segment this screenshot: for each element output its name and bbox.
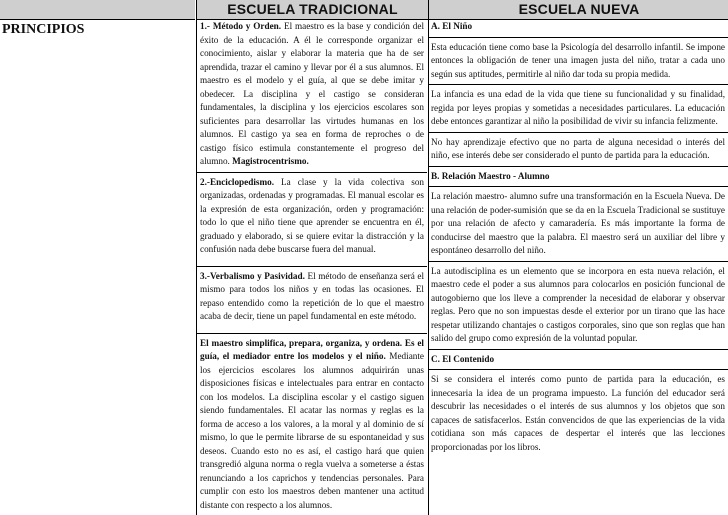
trad-paragraph-4 — [200, 337, 424, 513]
divider — [428, 369, 728, 370]
nueva-a-title-text: A. El Niño — [431, 21, 473, 31]
nueva-b-paragraph-2: La autodisciplina es un elemento que se incorpora en esta nueva relación, el maestro cede el poder a sus alumnos para colocarlos en posición funcional de autogobierno que los lleve a comprender la necesidad de elaborar y observar reglas. Pero que no son impuestas desde el exterior por un tirano que las hace respetar utilizando chantajes o castigos corporales, sino que son reglas que han salido del grupo como expresión de la voluntad popular. — [431, 265, 725, 343]
column-divider — [428, 0, 429, 515]
header-escuela-nueva: ESCUELA NUEVA — [428, 0, 728, 20]
trad-p4-body: Mediante los ejercicios escolares los alumnos adquirirán unas disposiciones físicas e intelectuales para entrar en contacto con los modelos. La disciplina escolar y el castigo siguen siendo fundamentales. El acatar las normas y reglas es la forma de acceso a los valores, a la moral y al dominio de sí mismo, lo que le permite librarse de su espontaneidad y sus deseos. Cuando esto no es así, el castigo hará que quien transgredió alguna norma o regla vuelva a someterse a éstas renunciando a los caprichos y tendencias personales. Para cumplir con esto los maestros deben mantener una actitud distante con respecto a los alumnos. — [200, 351, 424, 510]
row-label-principios: PRINCIPIOS — [2, 22, 85, 37]
trad-p1-title: 1.- Método y Orden. — [200, 21, 282, 31]
trad-p4-title: El maestro simplifica, prepara, organiza, y ordena. Es el guía, el mediador entre los modelos y el niño. — [200, 337, 424, 361]
trad-paragraph-1 — [200, 20, 424, 169]
divider — [197, 266, 427, 267]
trad-p2-body: La clase y la vida colectiva son organizadas, ordenadas y programadas. El manual escolar es la expresión de esta organización, orden y programación: todo lo que el niño tiene que aprender se encuentra en él, graduado y elaborado, si se quiere evitar la distracción y la confusión nada debe buscarse fuera del manual. — [200, 176, 425, 254]
trad-p1-end: Magistrocentrismo. — [232, 156, 309, 166]
divider — [428, 186, 728, 187]
column-divider — [196, 0, 197, 515]
nueva-section-a-title — [431, 20, 725, 34]
trad-paragraph-3 — [200, 270, 424, 324]
column-escuela-nueva — [431, 20, 725, 454]
divider — [428, 37, 728, 38]
divider — [197, 333, 427, 334]
column-escuela-tradicional — [200, 20, 424, 512]
trad-p2-title: 2.-Enciclopedismo. — [200, 176, 275, 187]
trad-paragraph-2 — [200, 176, 424, 257]
divider — [428, 349, 728, 350]
trad-p1-body: El maestro es la base y condición del éxito de la educación. A él le corresponde organizar el conocimiento, aislar y elaborar la materia que ha de ser aprendida, trazar el camino y llevar por él a sus alumnos. El maestro es el modelo y el guía, al que se debe imitar y obedecer. La disciplina y el castigo se consideran fundamentales, la disciplina y los ejercicios escolares son suficientes para desarrollar las virtudes humanas en los alumnos. El castigo ya sea en forma de reproches o de castigo físico estimula constantemente el progreso del alumno. — [200, 21, 424, 166]
nueva-a-paragraph-2: La infancia es una edad de la vida que tiene su funcionalidad y su finalidad, regida por leyes propias y sometidas a necesidades particulares. La educación debe entonces garantizar al niño la posibilidad de vivir su infancia felizmente. — [431, 89, 725, 126]
divider — [197, 172, 427, 173]
divider — [428, 84, 728, 85]
header-escuela-tradicional: ESCUELA TRADICIONAL — [196, 0, 428, 20]
nueva-c-title-text: C. El Contenido — [431, 353, 495, 364]
nueva-a-paragraph-1: Esta educación tiene como base la Psicología del desarrollo infantil. Se impone entonces la obligación de tener una imagen justa del niño, tratar a cada uno según sus aptitudes, permitirle al niño dar toda su propia medida. — [431, 41, 725, 79]
nueva-c-paragraph-1: Si se considera el interés como punto de partida para la educación, es innecesaria la idea de un programa impuesto. La función del educador será descubrir las necesidades o el interés de sus alumnos y los objetos que son capaces de satisfacerlos. Están convencidos de que las experiencias de la vida cotidiana son más capaces de despertar el interés que las lecciones proporcionadas por los libros. — [431, 374, 725, 452]
nueva-b-title-text: B. Relación Maestro - Alumno — [431, 170, 550, 181]
divider — [428, 166, 728, 167]
header-blank-cell — [0, 0, 195, 20]
trad-p3-title: 3.-Verbalismo y Pasividad. — [200, 270, 305, 281]
nueva-section-c-title — [431, 353, 725, 367]
nueva-section-b-title — [431, 170, 725, 184]
divider — [428, 261, 728, 262]
nueva-a-paragraph-3: No hay aprendizaje efectivo que no parta de alguna necesidad o interés del niño, ese interés debe ser considerado el punto de partida para la educación. — [431, 136, 725, 160]
trad-p3-body: El método de enseñanza será el mismo para todos los niños y en todas las ocasiones. El repaso entendido como la repetición de lo que el maestro acaba de decir, tiene un papel fundamental en este método. — [200, 270, 425, 321]
divider — [428, 132, 728, 133]
nueva-b-paragraph-1: La relación maestro- alumno sufre una transformación en la Escuela Nueva. De una relación de poder-sumisión que se da en la Escuela Tradicional se sustituye por una relación de afecto y camaradería. Es más importante la forma de conducirse del maestro que la palabra. El maestro será un auxiliar del libre y espontáneo desarrollo del niño. — [431, 191, 725, 255]
